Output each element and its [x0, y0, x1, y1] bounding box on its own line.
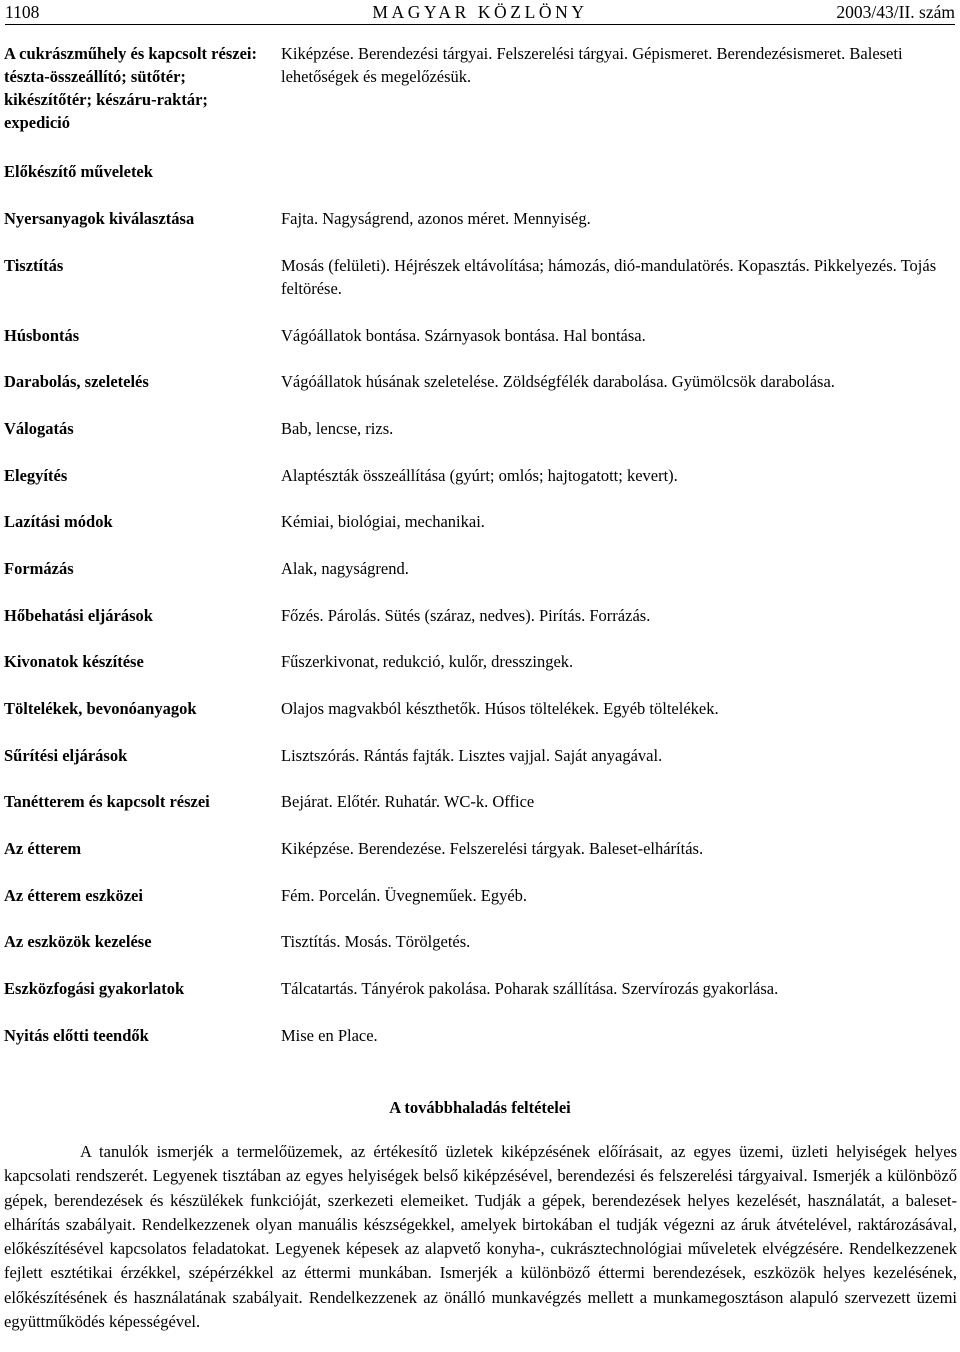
row-label: Húsbontás: [4, 326, 80, 345]
row-text: Fajta. Nagyságrend, azonos méret. Mennyiség.: [281, 209, 591, 228]
row-label: Töltelékek, bevonóanyagok: [4, 699, 197, 718]
row-text: Főzés. Párolás. Sütés (száraz, nedves). Pirítás. Forrázás.: [281, 606, 651, 625]
row-label: Az étterem eszközei: [4, 886, 143, 905]
row-text: Vágóállatok húsának szeletelése. Zöldségfélék darabolása. Gyümölcsök darabolása.: [281, 372, 835, 391]
row-label: Válogatás: [4, 419, 74, 438]
row-label: Elegyítés: [4, 466, 68, 485]
page-header: [5, 0, 955, 25]
row-text: Mosás (felületi). Héjrészek eltávolítása; hámozás, dió-mandulatörés. Kopasztás. Pikkelyezés. Tojás feltörése.: [281, 256, 937, 298]
row-text: Tálcatartás. Tányérok pakolása. Poharak szállítása. Szervírozás gyakorlása.: [281, 979, 779, 998]
row-label: Formázás: [4, 559, 74, 578]
row-text: Tisztítás. Mosás. Törölgetés.: [281, 932, 471, 951]
row-label: Hőbehatási eljárások: [4, 606, 153, 625]
row-text: Alak, nagyságrend.: [281, 559, 409, 578]
row-text: Fűszerkivonat, redukció, kulőr, dresszingek.: [281, 652, 574, 671]
intro-heading: A cukrászműhely és kapcsolt részei: tészta-összeállító; sütőtér; kikészítőtér; készáru-raktár; expedició: [4, 44, 257, 132]
row-label: Nyitás előtti teendők: [4, 1026, 149, 1045]
row-text: Vágóállatok bontása. Szárnyasok bontása. Hal bontása.: [281, 326, 646, 345]
row-label: Tanétterem és kapcsolt részei: [4, 792, 210, 811]
row-label: Tisztítás: [4, 256, 64, 275]
issue-label: 2003/43/II. szám: [836, 2, 955, 22]
section-title: A továbbhaladás feltételei: [389, 1098, 571, 1117]
row-label: Lazítási módok: [4, 512, 113, 531]
intro-text: Kiképzése. Berendezési tárgyai. Felszerelési tárgyai. Gépismeret. Berendezésismeret. Baleseti lehetőségek és megelőzésük.: [281, 44, 903, 86]
row-text: Mise en Place.: [281, 1026, 378, 1045]
row-text: Fém. Porcelán. Üvegneműek. Egyéb.: [281, 886, 528, 905]
row-text: Kiképzése. Berendezése. Felszerelési tárgyak. Baleset-elhárítás.: [281, 839, 704, 858]
row-label: Az eszközök kezelése: [4, 932, 152, 951]
row-text: Alaptészták összeállítása (gyúrt; omlós; hajtogatott; kevert).: [281, 466, 678, 485]
journal-title: MAGYAR KÖZLÖNY: [372, 2, 588, 22]
body-paragraph: A tanulók ismerjék a termelőüzemek, az értékesítő üzletek kiképzésének előírásait, az egyes üzemi, üzleti helyiségek helyes kapcsolati rendszerét. Legyenek tisztában az egyes helyiségek belső kiképzésével, berendezési és felszerelési tárgyaival. Ismerjék a különböző gépek, berendezések és készülékek funkcióját, szerkezeti elemeiket. Tudják a gépek, berendezések helyes kezelését, használatát, a baleset-elhárítás szabályait. Rendelkezzenek olyan manuális készségekkel, amelyek birtokában el tudják végezni az áruk átvételével, raktározásával, előkészítésével kapcsolatos feladatokat. Legyenek képesek az alapvető konyha-, cukrásztechnológiai műveletek elvégzésére. Rendelkezzenek fejlett esztétikai érzékkel, szépérzékkel az éttermi munkában. Ismerjék a különböző éttermi berendezések, eszközök helyes kezelésének, előkészítésének és használatának szabályait. Rendelkezzenek az önálló munkavégzés mellett a munkamegosztáson alapuló szervezett üzemi együttműködés képességével.: [4, 1142, 957, 1332]
row-label: Kivonatok készítése: [4, 652, 144, 671]
row-label: Darabolás, szeletelés: [4, 372, 149, 391]
row-label: Sűrítési eljárások: [4, 746, 128, 765]
row-text: Bab, lencse, rizs.: [281, 419, 394, 438]
row-text: Olajos magvakból készthetők. Húsos töltelékek. Egyéb töltelékek.: [281, 699, 719, 718]
row-text: Bejárat. Előtér. Ruhatár. WC-k. Office: [281, 792, 535, 811]
row-text: Lisztszórás. Rántás fajták. Lisztes vajjal. Saját anyagával.: [281, 746, 663, 765]
subsection-heading: Előkészítő műveletek: [4, 162, 153, 181]
page-number: 1108: [5, 2, 40, 22]
row-text: Kémiai, biológiai, mechanikai.: [281, 512, 485, 531]
row-label: Nyersanyagok kiválasztása: [4, 209, 195, 228]
row-label: Az étterem: [4, 839, 82, 858]
row-label: Eszközfogási gyakorlatok: [4, 979, 185, 998]
